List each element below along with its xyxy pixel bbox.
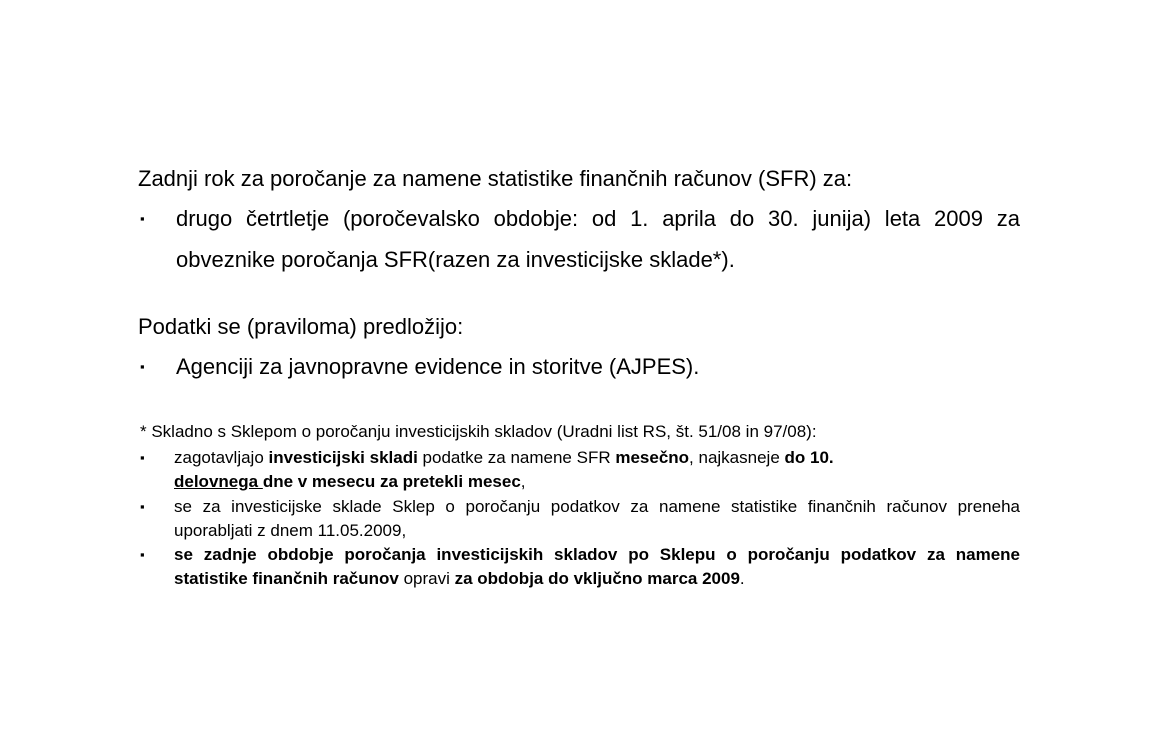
deadline-heading: Zadnji rok za poročanje za namene statistike finančnih računov (SFR) za: — [138, 166, 853, 191]
bullet-square-icon: ▪ — [140, 450, 145, 465]
bullet-square-icon: ▪ — [140, 359, 145, 374]
footnote-bold-text: mesečno — [615, 448, 690, 467]
footnote-item-repeal: se za investicijske sklade Sklep o poročanju podatkov za namene statistike finančnih računov preneha uporabljati z dnem 11.05.2009, — [174, 497, 1020, 540]
bullet-square-icon: ▪ — [140, 499, 145, 514]
footnote-bold-text: investicijski skladi — [268, 448, 418, 467]
footnote-bold-text: se zadnje obdobje poročanja investicijskih skladov po Sklepu o poročanju podatkov za namene statistike finančnih računov — [174, 545, 1020, 588]
footnote-text: , najkasneje — [689, 448, 785, 467]
footnote-item-last-period — [174, 543, 1020, 591]
footnote-text: . — [739, 569, 745, 588]
footnote-bold-text: za obdobja do vključno marca 2009 — [454, 569, 740, 588]
footnote-bold-text: dne v mesecu za pretekli mesec — [262, 472, 521, 491]
footnote-title: * Skladno s Sklepom o poročanju investicijskih skladov (Uradni list RS, št. 51/08 in 97/08): — [140, 422, 817, 441]
deadline-item: drugo četrtletje (poročevalsko obdobje: od 1. aprila do 30. junija) leta 2009 za obveznike poročanja SFR(razen za investicijske sklade*). — [176, 206, 1020, 272]
footnote-underlined-text: delovnega — [174, 472, 263, 491]
footnote-text: , — [520, 472, 526, 491]
bullet-square-icon: ▪ — [140, 547, 145, 562]
footnote-bold-text: do 10. — [784, 448, 834, 467]
footnote-text: podatke za namene SFR — [417, 448, 616, 467]
bullet-square-icon: ▪ — [140, 211, 145, 226]
footnote-text: opravi — [398, 569, 455, 588]
footnote-item-monthly-reporting — [174, 446, 1020, 494]
footnote-text: zagotavljajo — [174, 448, 269, 467]
submission-item: Agenciji za javnopravne evidence in storitve (AJPES). — [176, 354, 700, 379]
submission-heading: Podatki se (praviloma) predložijo: — [138, 314, 464, 339]
